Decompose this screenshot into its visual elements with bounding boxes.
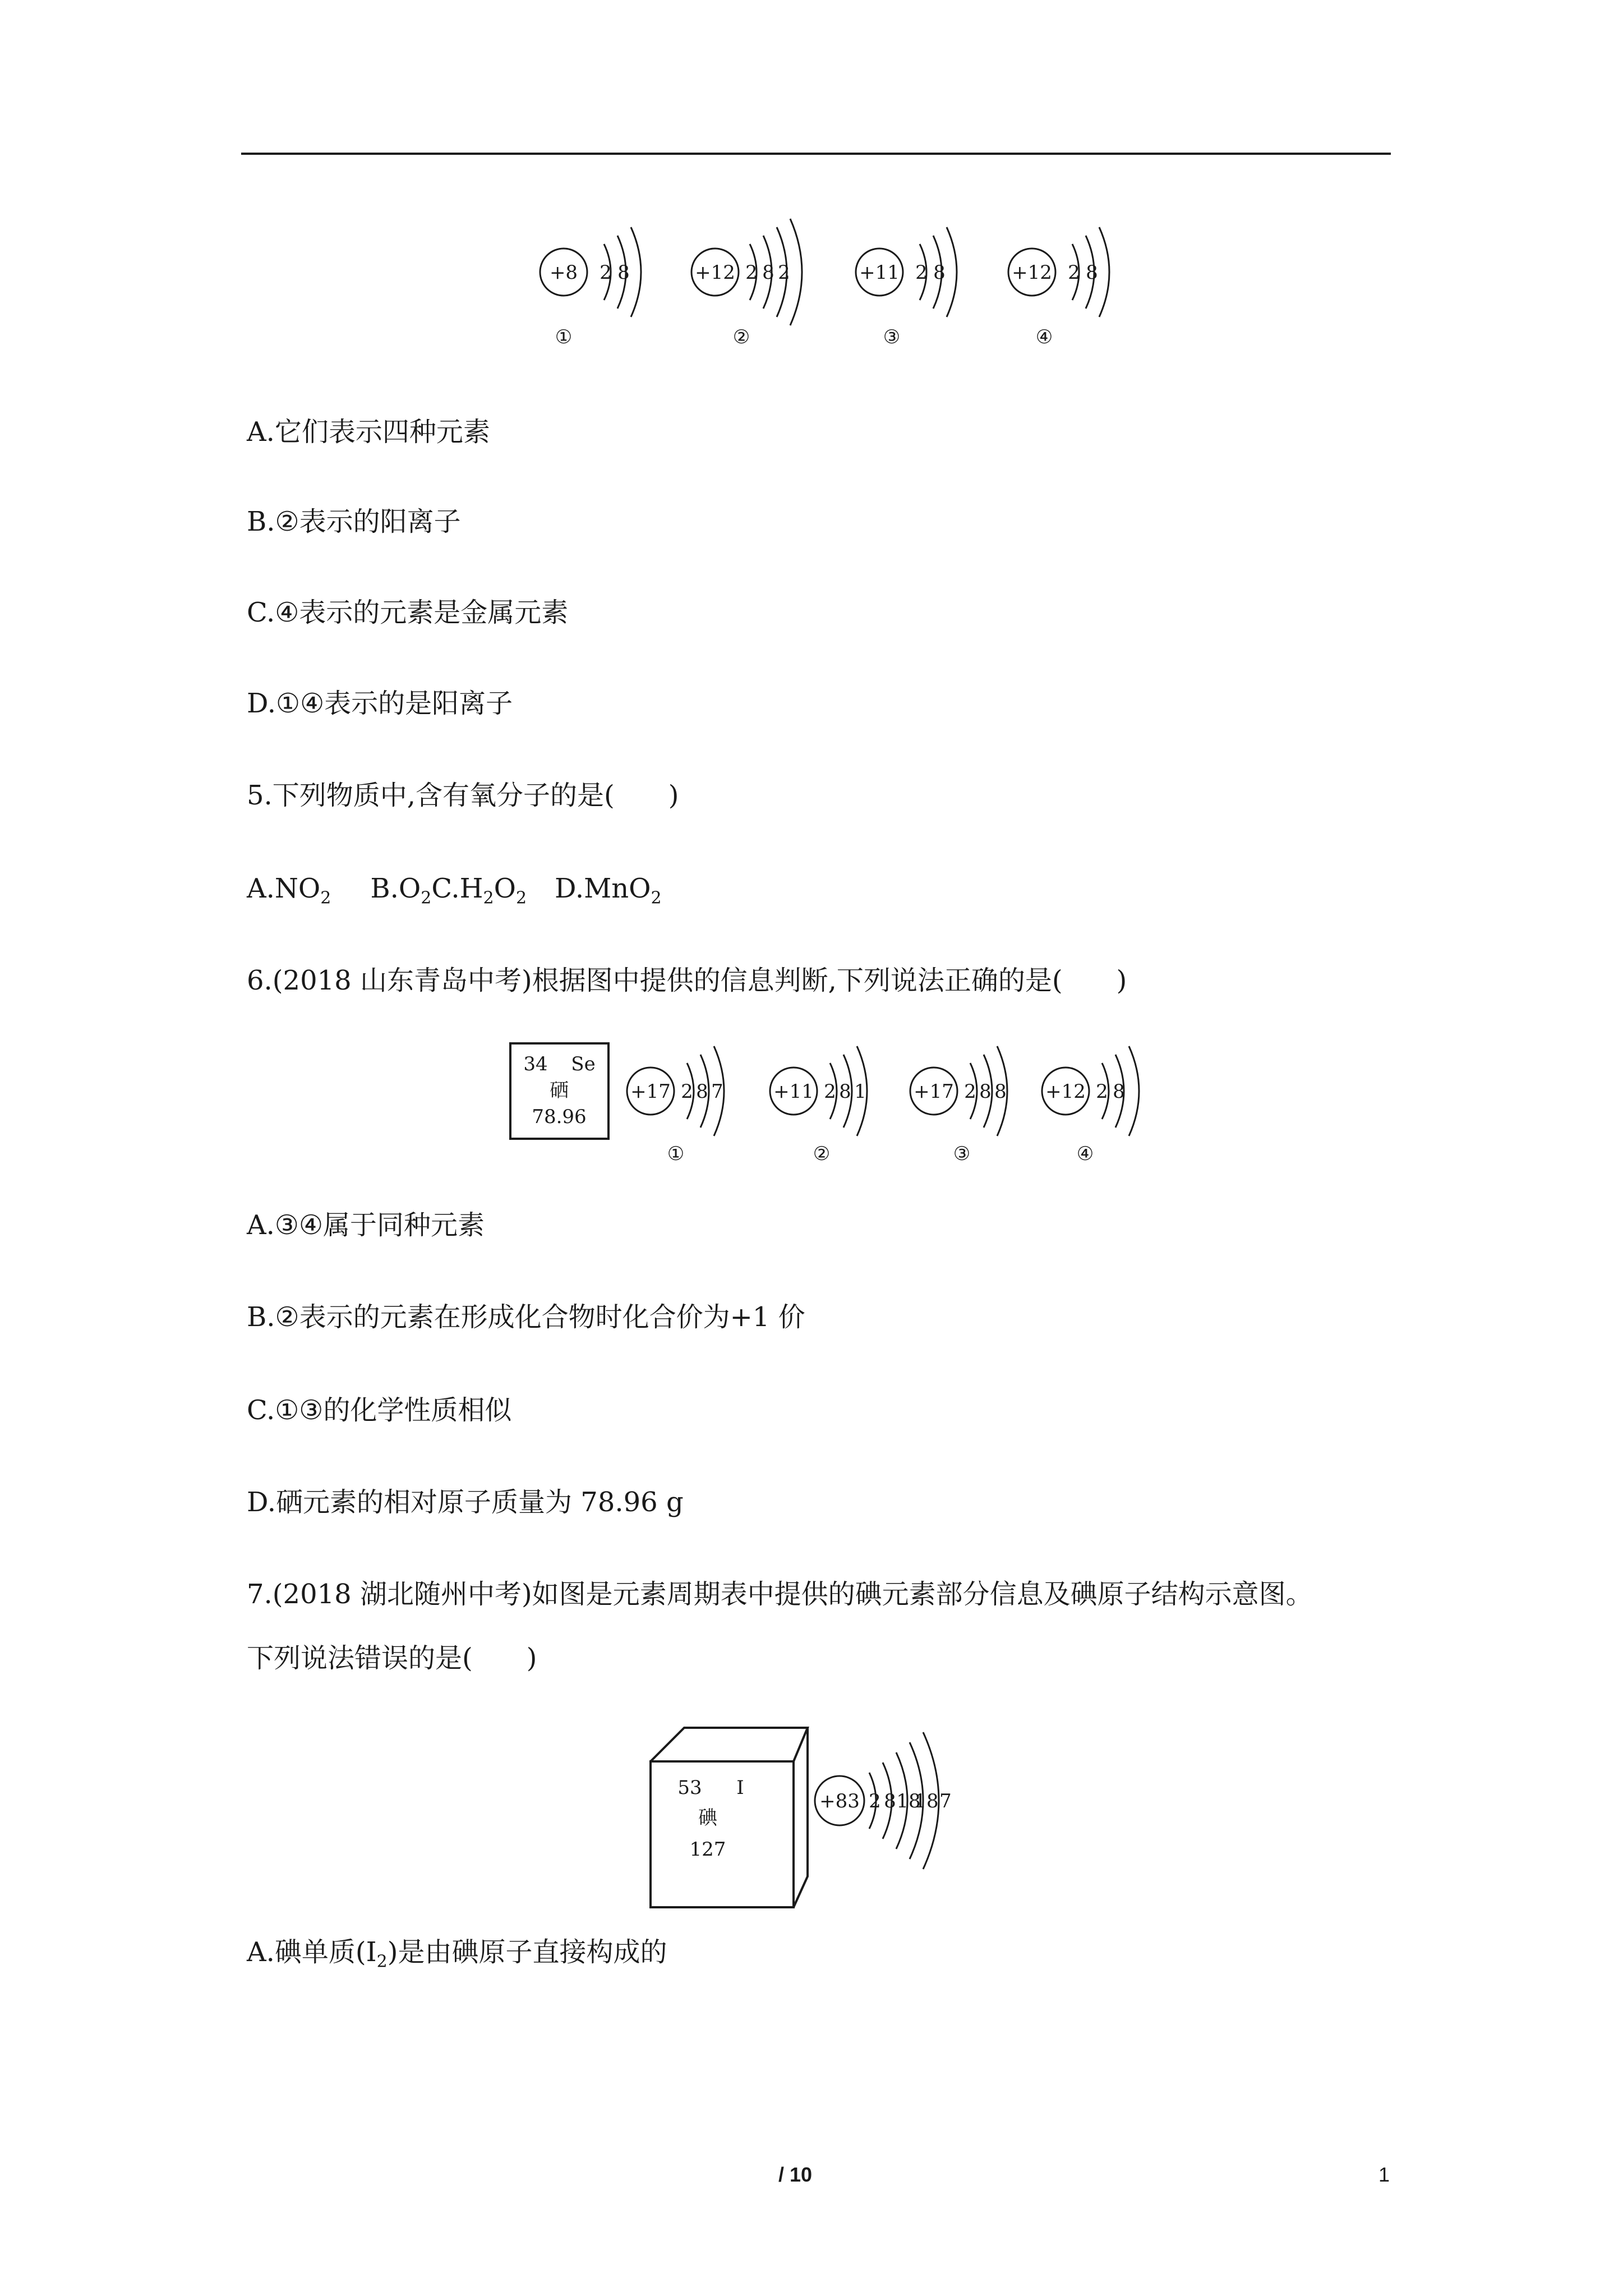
q5-stem: 5.下列物质中,含有氧分子的是( ) [247, 780, 679, 811]
q5-option-d: D.MnO$_2$ [555, 873, 662, 908]
q7-iodine-number: 53 [677, 1777, 702, 1799]
q6-atom2-nucleus: +11 [773, 1080, 814, 1103]
q7-stem-line1: 7.(2018 湖北随州中考)如图是元素周期表中提供的碘元素部分信息及碘原子结构示意图。 [247, 1579, 1313, 1610]
q7-atom-shell5: 7 [939, 1790, 952, 1812]
q6-atom1-shell3: 7 [711, 1080, 723, 1103]
q7-iodine-mass: 127 [689, 1838, 726, 1861]
q4-atom2-shell2: 8 [762, 261, 774, 284]
q7-atom-shell1: 2 [869, 1790, 881, 1812]
q6-option-c: C.①③的化学性质相似 [247, 1395, 512, 1426]
q4-atom2-label: ② [732, 326, 750, 348]
q7-atom-shell2: 8 [884, 1790, 896, 1812]
q6-se-number: 34 [523, 1053, 548, 1075]
q7-iodine-symbol: I [736, 1777, 744, 1799]
q7-option-a: A.碘单质$(I_2)$是由碘原子直接构成的 [247, 1936, 667, 1972]
q7-iodine-name: 碘 [698, 1807, 717, 1829]
q4-atom1-nucleus: +8 [549, 261, 578, 284]
q5-option-b: $B.O_2$ [370, 873, 432, 908]
page-total: / 10 [778, 2163, 813, 2186]
q4-atom2-shell1: 2 [745, 261, 758, 284]
q6-option-d: D.硒元素的相对原子质量为 78.96 g [247, 1487, 684, 1518]
q7-atom-shell3: 18 [896, 1790, 921, 1812]
q7-stem-line2: 下列说法错误的是( ) [247, 1642, 537, 1674]
page-number: 1 [1378, 2163, 1390, 2186]
q6-atom1-nucleus: +17 [630, 1080, 671, 1103]
q6-figure [0, 1038, 1623, 1184]
q4-option-c: C.④表示的元素是金属元素 [247, 597, 569, 628]
q5-options [247, 872, 662, 915]
q6-atom4-label: ④ [1076, 1143, 1094, 1165]
header-rule [241, 153, 1391, 155]
q4-option-d: D.①④表示的是阳离子 [247, 688, 513, 719]
q6-atom3-shell2: 8 [979, 1080, 992, 1103]
q6-atom4-shell1: 2 [1096, 1080, 1108, 1103]
q6-option-b: B.②表示的元素在形成化合物时化合价为+1 价 [247, 1301, 805, 1333]
q6-atom2-label: ② [813, 1143, 831, 1165]
q6-atom1-label: ① [667, 1143, 685, 1165]
q4-option-a: A.它们表示四种元素 [247, 416, 490, 448]
q6-se-name: 硒 [550, 1079, 569, 1102]
q4-atom4-shell2: 8 [1086, 261, 1098, 284]
q6-atom3-nucleus: +17 [914, 1080, 954, 1103]
q6-atom3-label: ③ [953, 1143, 971, 1165]
q7-atom-shell4: 18 [914, 1790, 939, 1812]
q6-atom1-shell2: 8 [696, 1080, 708, 1103]
q4-atom1-shell2: 8 [617, 261, 630, 284]
q6-atom1-shell1: 2 [681, 1080, 693, 1103]
q7-figure [0, 1717, 1623, 1918]
q4-atom3-shell1: 2 [915, 261, 928, 284]
q4-atom1-label: ① [555, 326, 573, 348]
q4-atom1-shell1: 2 [600, 261, 612, 284]
q6-atom4-nucleus: +12 [1045, 1080, 1086, 1103]
q6-atom2-shell3: 1 [854, 1080, 866, 1103]
q4-atom4-shell1: 2 [1068, 261, 1080, 284]
q6-atom4-shell2: 8 [1113, 1080, 1125, 1103]
q4-atom3-nucleus: +11 [859, 261, 900, 284]
q6-atom3-shell1: 2 [964, 1080, 976, 1103]
q6-atom2-shell1: 2 [824, 1080, 836, 1103]
q5-option-a: $A.NO_2$ [247, 873, 331, 908]
q6-stem: 6.(2018 山东青岛中考)根据图中提供的信息判断,下列说法正确的是( ) [247, 965, 1127, 996]
q4-atom4-nucleus: +12 [1012, 261, 1052, 284]
q6-atom2-shell2: 8 [839, 1080, 851, 1103]
q4-option-b: B.②表示的阳离子 [247, 506, 461, 537]
q6-option-a: A.③④属于同种元素 [247, 1209, 485, 1241]
q4-atom2-nucleus: +12 [695, 261, 735, 284]
q4-atom4-label: ④ [1035, 326, 1053, 348]
q5-option-c: $C.H_2O_2$ [431, 873, 527, 908]
q6-se-mass: 78.96 [532, 1106, 587, 1128]
q6-se-symbol: Se [571, 1053, 596, 1075]
q4-atom2-shell3: 2 [778, 261, 790, 284]
q4-atom3-label: ③ [883, 326, 901, 348]
q6-atom3-shell3: 8 [994, 1080, 1007, 1103]
q7-atom-nucleus: +83 [819, 1790, 860, 1812]
q4-atom3-shell2: 8 [933, 261, 946, 284]
q4-atom-diagrams [0, 196, 1623, 432]
